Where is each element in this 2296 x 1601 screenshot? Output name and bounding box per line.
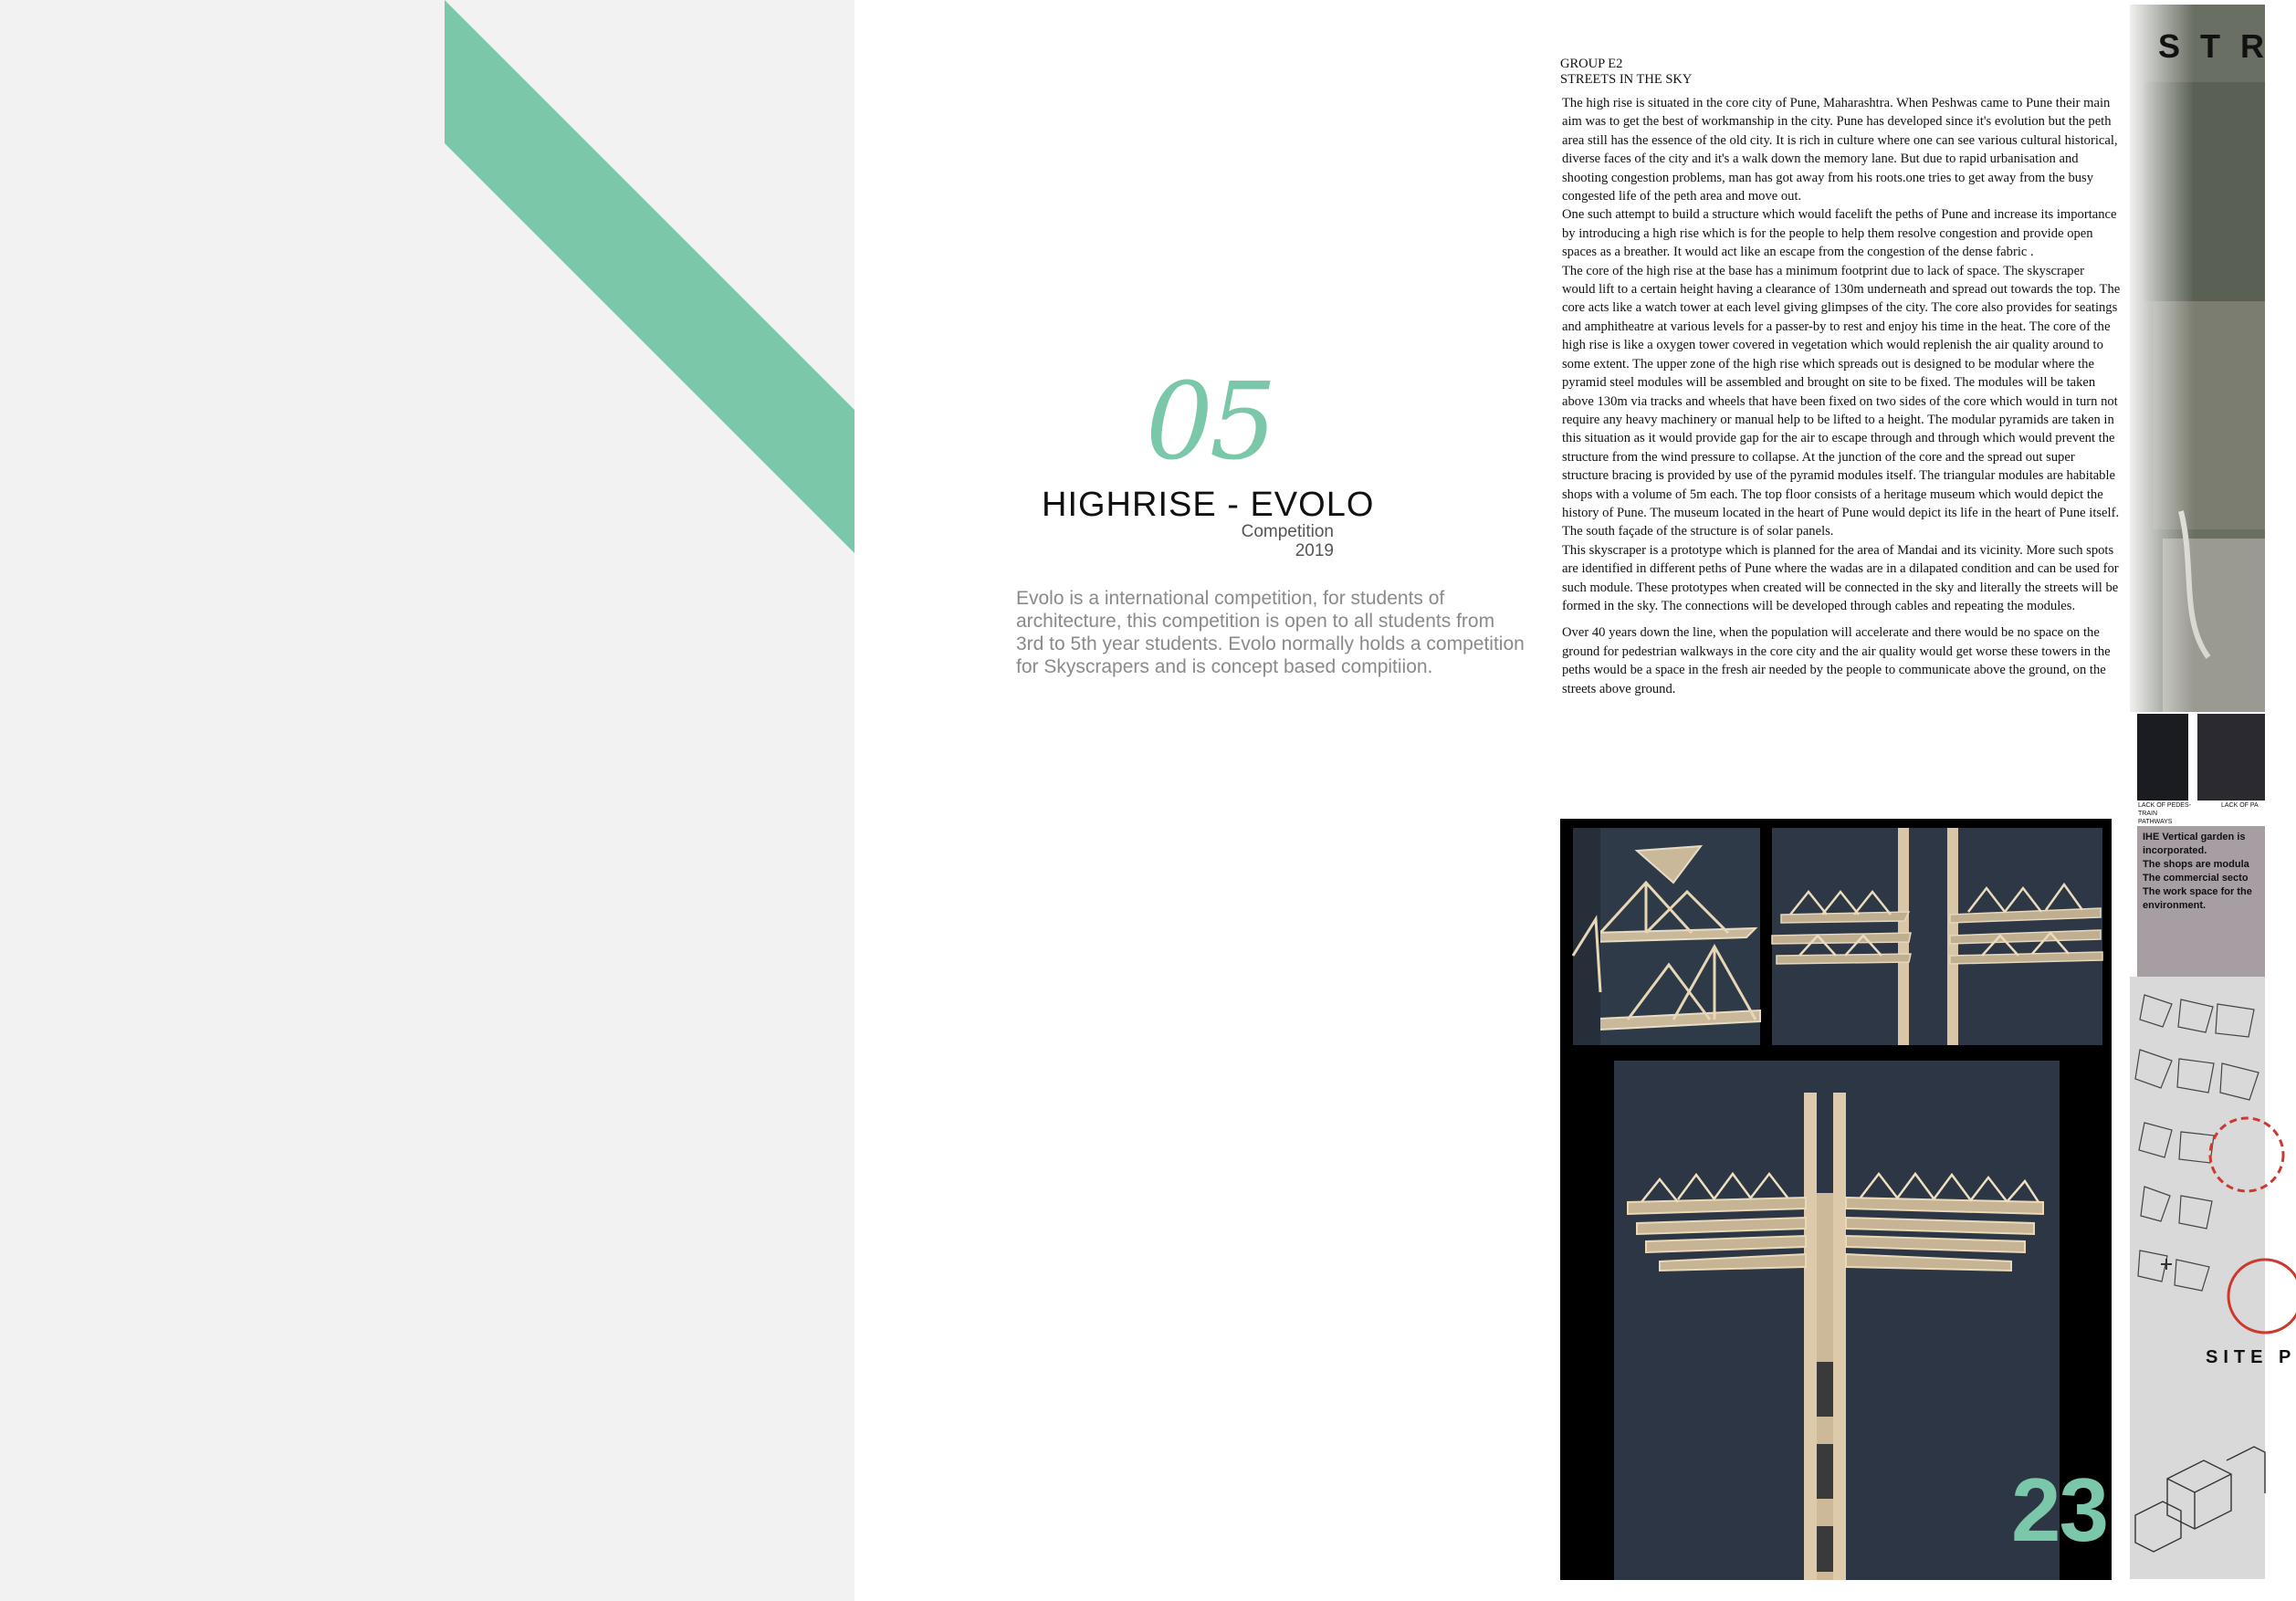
project-number: 05 <box>1146 361 1274 484</box>
adjacent-note: The shops are modula <box>2143 859 2249 870</box>
adjacent-caption-2: LACK OF PA <box>2221 802 2259 809</box>
project-subtitle <box>1187 522 1334 560</box>
model-photo-3 <box>1614 1061 2060 1580</box>
left-panel <box>0 0 854 1601</box>
adjacent-note: incorporated. <box>2143 845 2207 856</box>
project-year: 2019 <box>1295 541 1334 560</box>
adjacent-page-strip <box>2126 0 2296 1601</box>
group-label: GROUP E2 <box>1560 57 1623 71</box>
brief-text <box>1562 94 2121 698</box>
adjacent-site-label-fragment: SITE P <box>2206 1347 2296 1367</box>
group-heading <box>1560 57 1692 88</box>
brief-paragraph: The high rise is situated in the core city of Pune, Maharashtra. When Peshwas came to Pune their main aim was to get the best of workmanship in the city. Pune has developed since it's evolution but the peth area still has the essence of the old city. It is rich in culture where one can see various cultural historical, diverse faces of the city and it's a walk down the memory lane. But due to rapid urbanisation and shooting congestion problems, man has got away from his roots.one tries to get away from the busy congested life of the peth area and move out. <box>1562 96 2118 204</box>
adjacent-note: The work space for the <box>2143 886 2252 897</box>
project-intro: Evolo is a international competition, for students of architecture, this competition is open to all students from 3rd to 5th year students. Evolo normally holds a competition for Skyscrapers and is concept based compitiion. <box>1016 588 1525 677</box>
brief-paragraph: Over 40 years down the line, when the population will accelerate and there would be no space on the ground for pedestrian walkways in the core city and the air quality would get worse these towers in the peths would be a space in the fresh air needed by the people to communicate above the ground, on the streets above ground. <box>1562 625 2111 696</box>
diagonal-accent-stripe <box>0 0 854 557</box>
project-title: HIGHRISE - EVOLO <box>1042 486 1375 524</box>
brief-paragraph: The core of the high rise at the base has a minimum footprint due to lack of space. The skyscraper would lift to a certain height having a clearance of 130m underneath and spread out towards the top. The core acts like a watch tower at each level giving glimpses of the city. The core also provides for seatings and amphitheatre at various levels for a passer-by to rest and enjoy his time in the heat. The core of the high rise is like a oxygen tower covered in vegetation which would replenish the air quality around to some extent. The upper zone of the high rise which spreads out is designed to be modular where the pyramid steel modules will be assembled and brought on site to be fixed. The modules will be taken above 130m via tracks and wheels that have been fixed on two sides of the core which would in turn not require any heavy machinery or manual help to be lifted to a height. The modular pyramids are taken in this situation as it would provide gap for the air to escape through and through which would prevent the structure from the wind pressure to collapse. At the junction of the core and the spread out super structure bracing is provided by use of the pyramid modules itself. The triangular modules are habitable shops with a volume of 5m each. The top floor consists of a heritage museum which would depict the history of Pune. The museum located in the heart of Pune would depict its life in the heart of Pune itself. The south façade of the structure is of solar panels. <box>1562 263 2121 539</box>
page-number: 23 <box>2011 1460 2108 1560</box>
model-photo-2 <box>1772 828 2102 1045</box>
adjacent-note: IHE Vertical garden is <box>2143 832 2246 842</box>
project-category: Competition <box>1241 522 1334 541</box>
model-photo-1 <box>1573 828 1760 1045</box>
brief-paragraph: This skyscraper is a prototype which is planned for the area of Mandai and its vicinity. More such spots are identified in different peths of Pune where the wadas are in a dilapated condition and can be used for such module. These prototypes when created will be connected in the sky and literally the streets will be formed in the sky. The connections will be developed through cables and repeating the modules. <box>1562 542 2119 613</box>
adjacent-note: environment. <box>2143 900 2207 911</box>
adjacent-heading-fragment: S T R <box>2158 27 2270 65</box>
adjacent-caption-1: LACK OF PEDES- TRAIN PATHWAYS <box>2138 802 2191 825</box>
adjacent-note: The commercial secto <box>2143 873 2249 884</box>
brief-paragraph: One such attempt to build a structure which would facelift the peths of Pune and increase its importance by introducing a high rise which is for the people to help them resolve congestion and provide open spaces as a breather. It would act like an escape from the congestion of the dense fabric . <box>1562 207 2117 260</box>
adjacent-notes <box>2143 831 2265 913</box>
brief-name: STREETS IN THE SKY <box>1560 72 1693 87</box>
